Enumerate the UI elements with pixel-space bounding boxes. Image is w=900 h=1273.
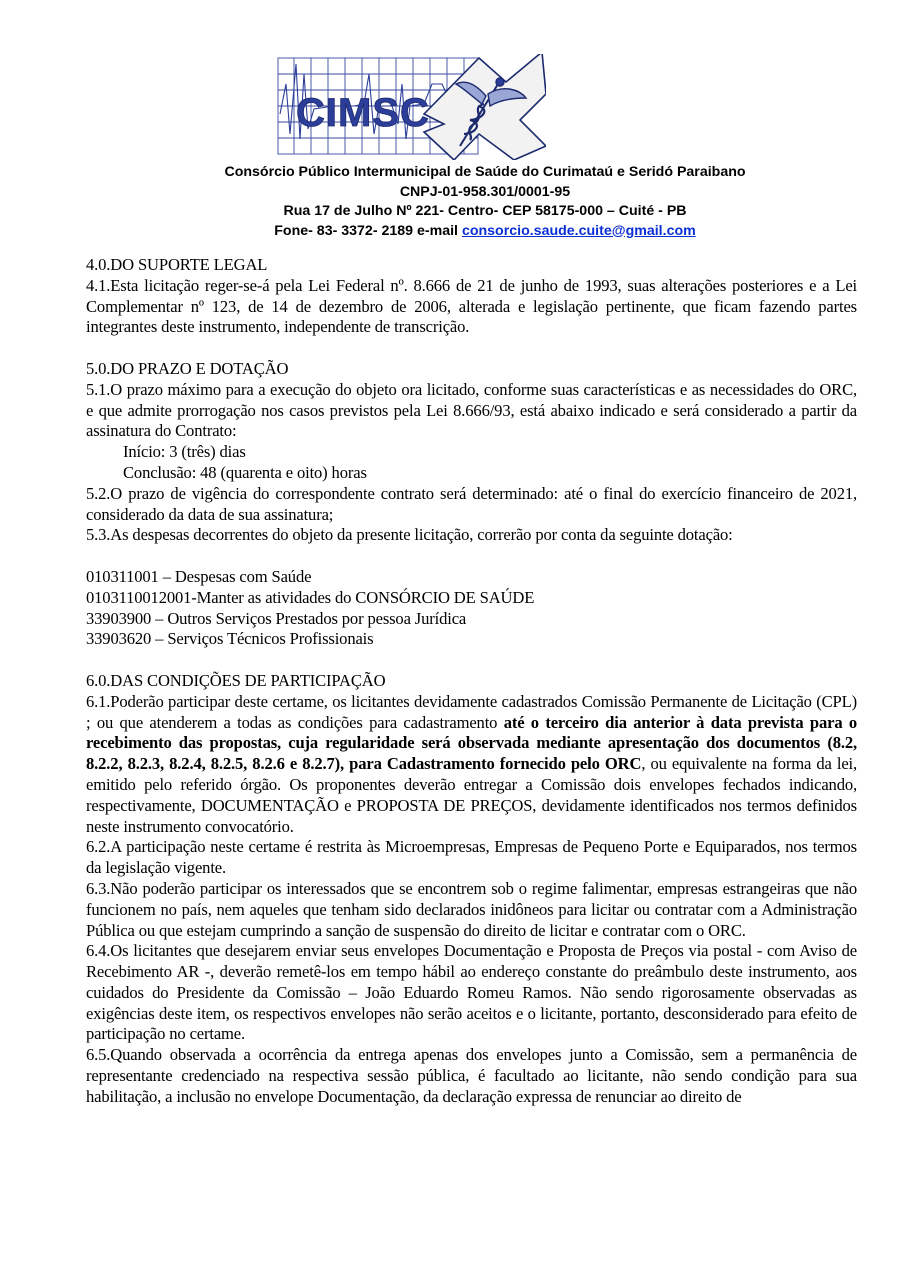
paragraph-4-1: 4.1.Esta licitação reger-se-á pela Lei Federal nº. 8.666 de 21 de junho de 1993, suas alterações posteriores e a Lei Complementar nº 123, de 14 de dezembro de 2006, alterada e legislação pertinente, que ficam fazendo partes integrantes deste instrumento, independente de transcrição.	[86, 275, 857, 337]
paragraph-6-4: 6.4.Os licitantes que desejarem enviar seus envelopes Documentação e Proposta de Preços via postal - com Aviso de Recebimento AR -, deverão remetê-los em tempo hábil ao endereço constante do preâmbulo deste instrumento, aos cuidados do Presidente da Comissão – João Eduardo Romeu Ramos. Não sendo rigorosamente observadas as exigências deste item, os respectivos envelopes não serão aceitos e o licitante, portanto, desconsiderado para efeito de participação no certame.	[86, 941, 857, 1044]
section-5-title: 5.0.DO PRAZO E DOTAÇÃO	[86, 358, 289, 378]
paragraph-6-1-text-end: , ou equivalente na forma da lei, emitido pelo referido órgão. Os proponentes deverão entregar a Comissão dois envelopes fechados indicando, respectivamente, DOCUMENTAÇÃO e PROPOSTA DE PREÇOS, devidamente identificados nos termos definidos neste instrumento convocatório.	[86, 754, 858, 836]
address: Rua 17 de Julho Nº 221- Centro- CEP 58175-000 – Cuité - PB	[283, 203, 687, 219]
paragraph-6-2: 6.2.A participação neste certame é restrita às Microempresas, Empresas de Pequeno Porte e Equiparados, nos termos da legislação vigente.	[86, 837, 857, 878]
letterhead	[120, 163, 850, 241]
document-body	[86, 255, 857, 1108]
spacer	[86, 338, 857, 359]
organization-name: Consórcio Público Intermunicipal de Saúde do Curimataú e Seridó Paraibano	[224, 164, 746, 180]
paragraph-5-1: 5.1.O prazo máximo para a execução do objeto ora licitado, conforme suas características e as necessidades do ORC, e que admite prorrogação nos casos previstos pela Lei 8.666/93, está abaixo indicado e será considerado a partir da assinatura do Contrato:	[86, 379, 857, 441]
paragraph-6-1	[86, 692, 857, 838]
paragraph-6-3: 6.3.Não poderão participar os interessados que se encontrem sob o regime falimentar, empresas estrangeiras que não funcionem no país, nem aqueles que tenham sido declarados inidôneos para licitar ou contratar com a Administração Pública ou que estejam cumprindo a sanção de suspensão do direito de licitar e contratar com o ORC.	[86, 878, 857, 940]
paragraph-6-5: 6.5.Quando observada a ocorrência da entrega apenas dos envelopes junto a Comissão, sem a permanência de representante credenciado na respectiva sessão pública, é facultado ao licitante, não sendo condição para sua habilitação, a inclusão no envelope Documentação, da declaração expressa de renunciar ao direito de	[86, 1045, 857, 1106]
budget-line: 0103110012001-Manter as atividades do CONSÓRCIO DE SAÚDE	[86, 587, 535, 607]
paragraph-6-1-bold: até o terceiro dia anterior à data prevista para o recebimento das propostas, cuja regularidade será observada mediante apresentação dos documentos (8.2, 8.2.2, 8.2.3, 8.2.4, 8.2.5, 8.2.6 e 8.2.7), para Cadastramento fornecido pelo ORC	[86, 712, 857, 774]
phone: Fone- 83- 3372- 2189 e-mail	[274, 222, 462, 239]
cnpj: CNPJ-01-958.301/0001-95	[399, 183, 571, 200]
section-4-title: 4.0.DO SUPORTE LEGAL	[86, 255, 268, 274]
spacer	[86, 650, 857, 671]
completion-term: Conclusão: 48 (quarenta e oito) horas	[123, 462, 367, 482]
budget-line: 33903620 – Serviços Técnicos Profissionais	[86, 629, 374, 649]
email-link[interactable]: consorcio.saude.cuite@gmail.com	[461, 222, 696, 239]
contact-line	[120, 222, 850, 242]
budget-line: 33903900 – Outros Serviços Prestados por pessoa Jurídica	[86, 608, 467, 628]
start-term: Início: 3 (três) dias	[123, 442, 246, 462]
section-6-title: 6.0.DAS CONDIÇÕES DE PARTICIPAÇÃO	[86, 670, 386, 690]
cimsc-logo	[274, 54, 546, 160]
budget-line: 010311001 – Despesas com Saúde	[86, 566, 312, 586]
paragraph-5-2: 5.2.O prazo de vigência do correspondente contrato será determinado: até o final do exercício financeiro de 2021, considerado da data de sua assinatura;	[86, 483, 857, 524]
paragraph-5-3: 5.3.As despesas decorrentes do objeto da presente licitação, correrão por conta da seguinte dotação:	[86, 525, 733, 545]
paragraph-6-1-text: 6.1.Poderão participar deste certame, os licitantes devidamente cadastrados Comissão Permanente de Licitação (CPL) ; ou que atenderem a todas as condições para cadastramento	[86, 691, 857, 732]
spacer	[86, 546, 857, 567]
logo-text: CIMSC	[296, 91, 430, 135]
